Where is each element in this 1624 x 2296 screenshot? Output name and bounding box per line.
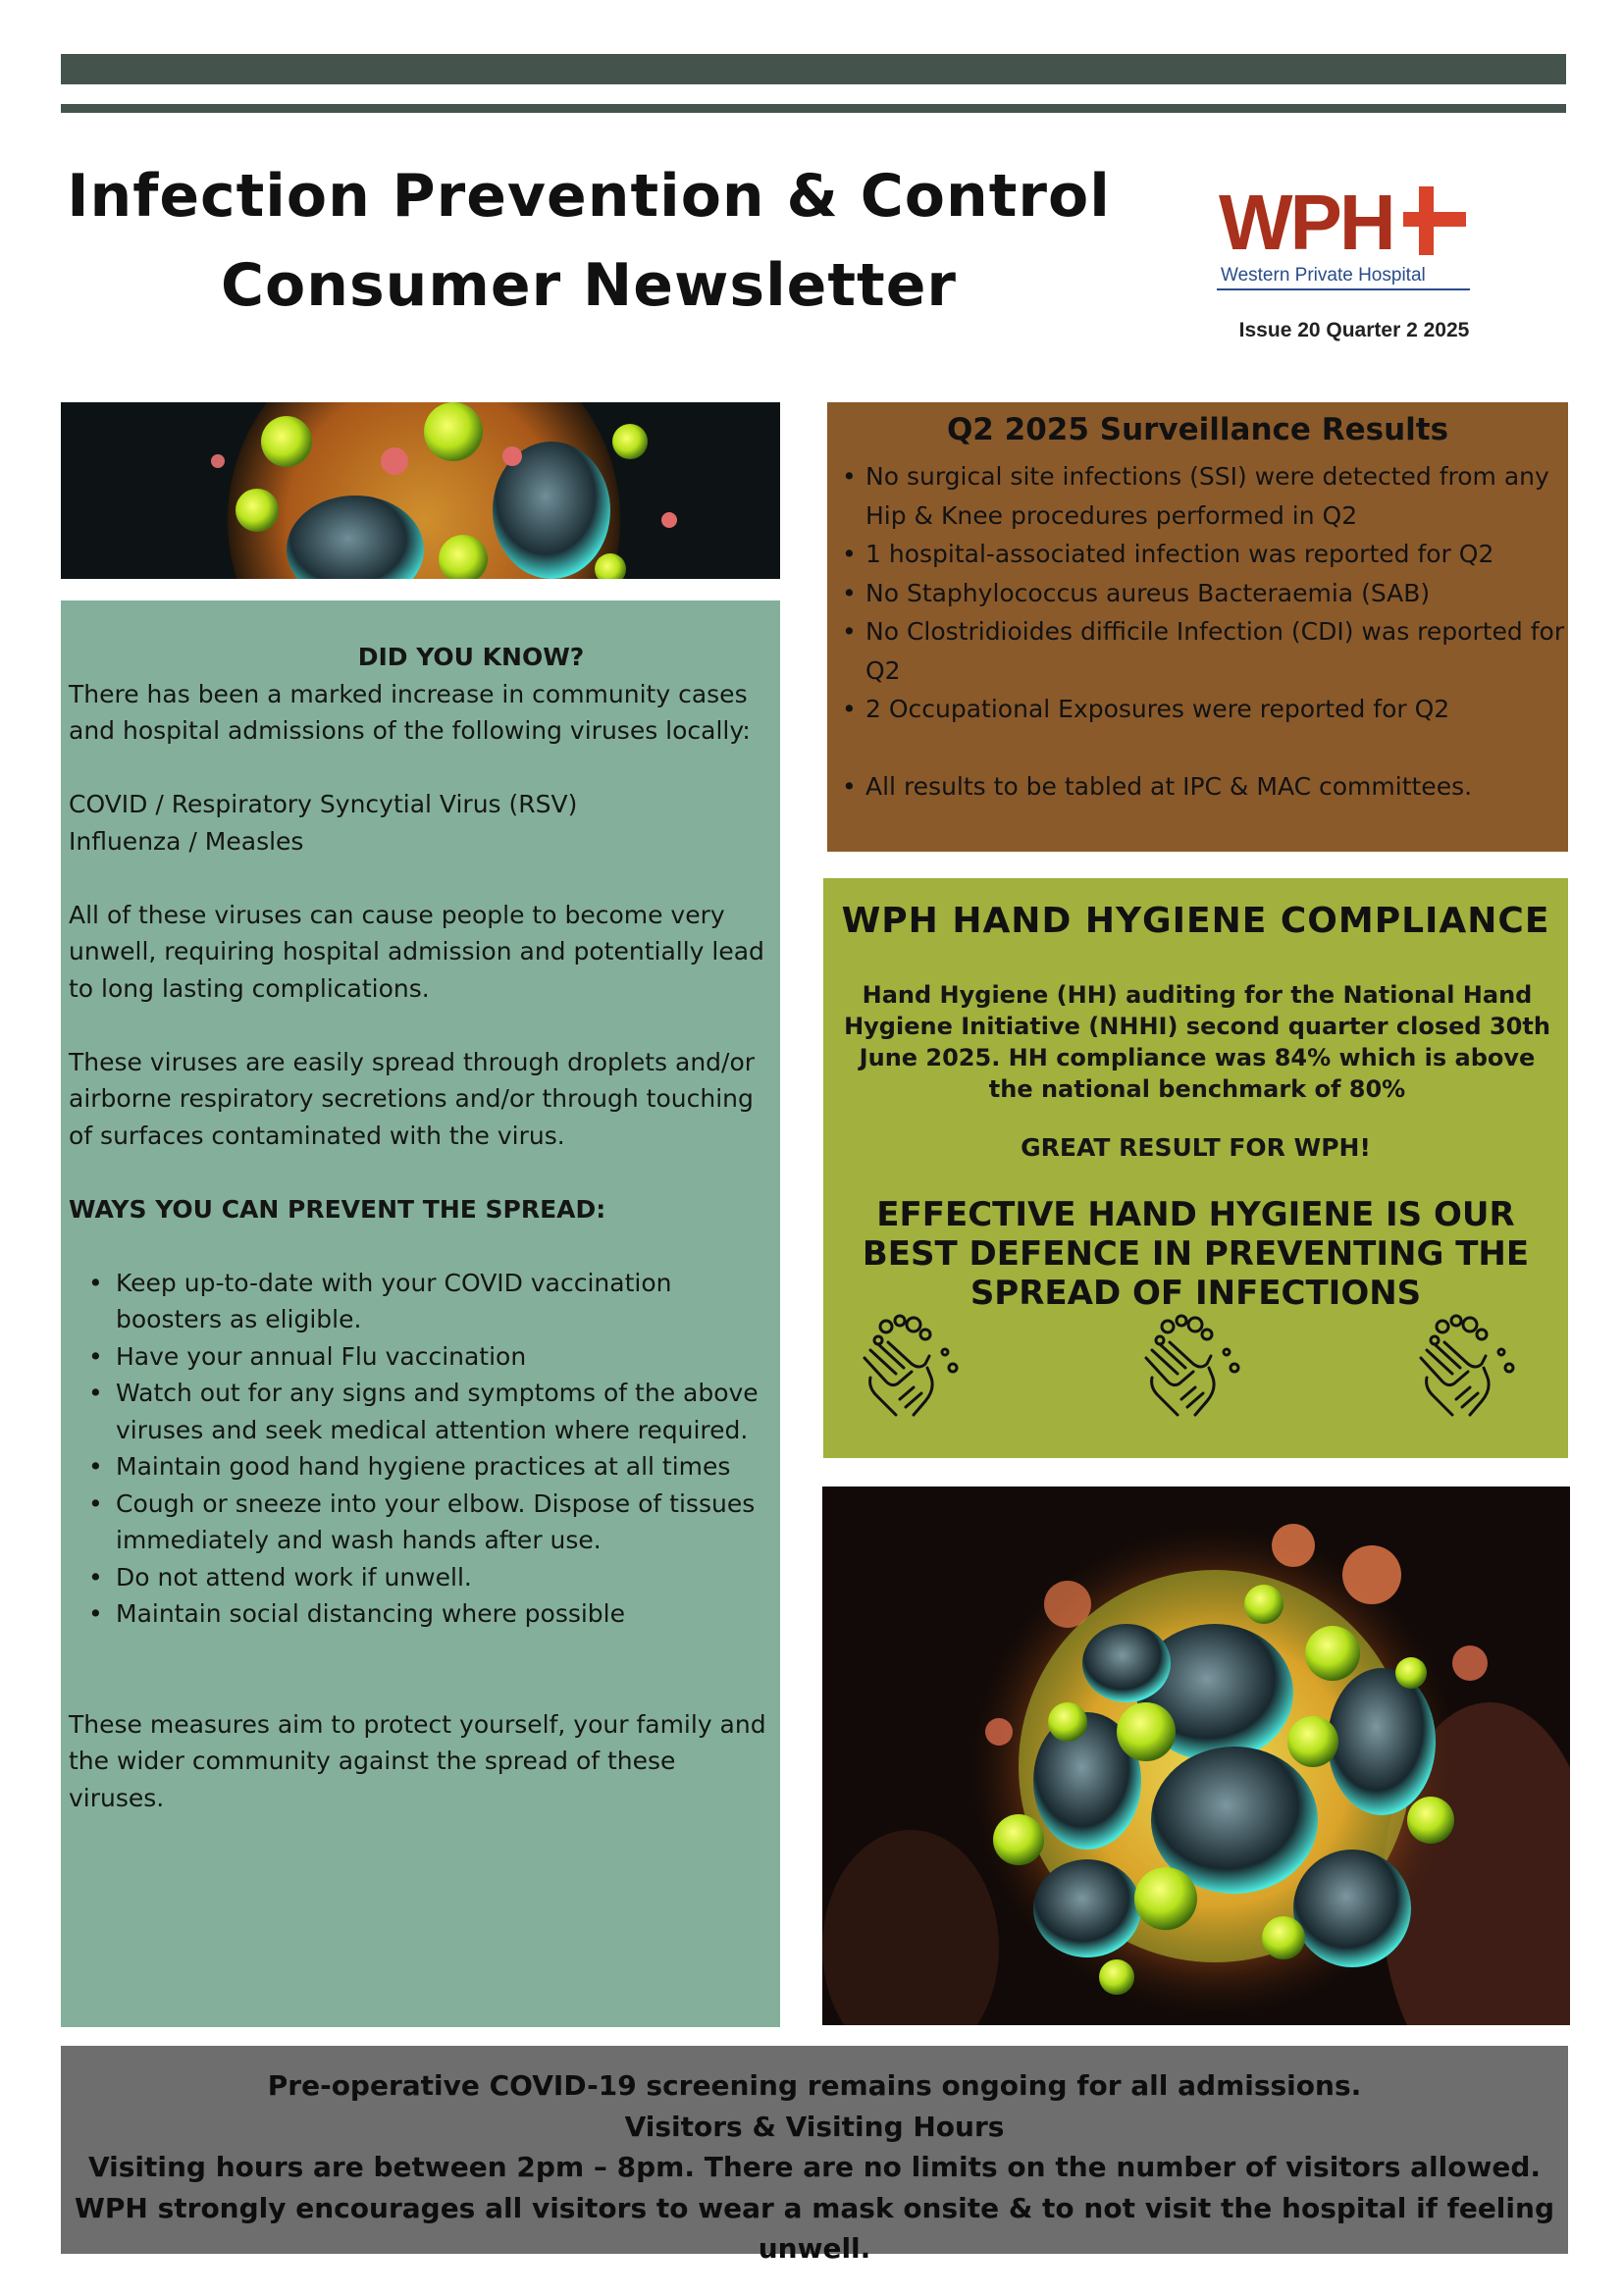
did-you-know-intro: There has been a marked increase in community cases and hospital admissions of the following viruses locally: xyxy=(69,679,751,745)
title-line-2: Consumer Newsletter xyxy=(220,251,958,320)
virus-illustration-image xyxy=(822,1487,1570,2025)
visiting-hours-line: Visiting hours are between 2pm – 8pm. There are no limits on the number of visitors allowed. xyxy=(87,2151,1542,2183)
list-item: • Maintain social distancing where possible xyxy=(116,1595,775,1633)
hand-washing-icon xyxy=(1413,1313,1521,1421)
hand-washing-icon xyxy=(857,1313,965,1421)
hand-hygiene-slogan: EFFECTIVE HAND HYGIENE IS OUR BEST DEFENCE IN PREVENTING THE SPREAD OF INFECTIONS xyxy=(862,1195,1530,1313)
list-item: • Have your annual Flu vaccination xyxy=(116,1338,775,1376)
virus-list-line-1: COVID / Respiratory Syncytial Virus (RSV) xyxy=(69,790,578,818)
logo-text: WPH xyxy=(1219,179,1393,266)
visitors-heading: Visitors & Visiting Hours xyxy=(624,2110,1005,2143)
did-you-know-heading: DID YOU KNOW? xyxy=(357,643,585,671)
hand-hygiene-body: Hand Hygiene (HH) auditing for the National Hand Hygiene Initiative (NHHI) second quarter closed 30th June 2025. HH compliance was 84% which is above the national benchmark of 80% xyxy=(844,981,1550,1103)
hand-hygiene-title: WPH HAND HYGIENE COMPLIANCE xyxy=(841,901,1550,941)
hand-washing-icon xyxy=(1138,1313,1246,1421)
transmission-paragraph: These viruses are easily spread through droplets and/or airborne respiratory secretions and/or through touching of surfaces contaminated with the virus. xyxy=(69,1047,756,1150)
ways-heading: WAYS YOU CAN PREVENT THE SPREAD: xyxy=(69,1194,606,1224)
virus-banner-image xyxy=(61,402,780,579)
title-line-1: Infection Prevention & Control xyxy=(67,162,1111,231)
severity-paragraph: All of these viruses can cause people to become very unwell, requiring hospital admission and potentially lead to long lasting complications. xyxy=(69,900,764,1003)
list-item: • All results to be tabled at IPC & MAC committees. xyxy=(865,767,1597,807)
mask-advice-line: WPH strongly encourages all visitors to wear a mask onsite & to not visit the hospital if feeling unwell. xyxy=(75,2191,1554,2265)
list-item: • No Clostridioides difficile Infection (CDI) was reported for Q2 xyxy=(865,612,1597,690)
list-item: • Maintain good hand hygiene practices at all times xyxy=(116,1448,775,1486)
list-item: • No surgical site infections (SSI) were detected from any Hip & Knee procedures performed in Q2 xyxy=(865,457,1597,535)
list-item: • Watch out for any signs and symptoms of the above viruses and seek medical attention where required. xyxy=(116,1375,775,1448)
did-you-know-content xyxy=(69,639,775,1816)
closing-paragraph: These measures aim to protect yourself, your family and the wider community against the spread of these viruses. xyxy=(69,1709,766,1812)
issue-label: Issue 20 Quarter 2 2025 xyxy=(1238,319,1470,341)
surveillance-list xyxy=(832,457,1597,807)
covid-screening-line: Pre-operative COVID-19 screening remains ongoing for all admissions. xyxy=(267,2069,1362,2102)
list-item: • Do not attend work if unwell. xyxy=(116,1559,775,1596)
logo-subtitle: Western Private Hospital xyxy=(1221,265,1426,286)
visitors-content xyxy=(61,2065,1568,2270)
list-item: • Keep up-to-date with your COVID vaccination boosters as eligible. xyxy=(116,1265,775,1338)
great-result-text: GREAT RESULT FOR WPH! xyxy=(1021,1133,1371,1162)
page-title xyxy=(59,152,1119,331)
prevention-list xyxy=(69,1265,775,1633)
header-bar xyxy=(61,54,1566,84)
list-item: • Cough or sneeze into your elbow. Dispose of tissues immediately and wash hands after use. xyxy=(116,1486,775,1559)
list-item: • 2 Occupational Exposures were reported for Q2 xyxy=(865,690,1597,729)
wph-logo xyxy=(1217,179,1482,296)
list-item: • 1 hospital-associated infection was reported for Q2 xyxy=(865,535,1597,574)
list-item: • No Staphylococcus aureus Bacteraemia (SAB) xyxy=(865,574,1597,613)
surveillance-title: Q2 2025 Surveillance Results xyxy=(946,412,1449,447)
virus-list-line-2: Influenza / Measles xyxy=(69,826,304,856)
header-rule xyxy=(61,104,1566,113)
